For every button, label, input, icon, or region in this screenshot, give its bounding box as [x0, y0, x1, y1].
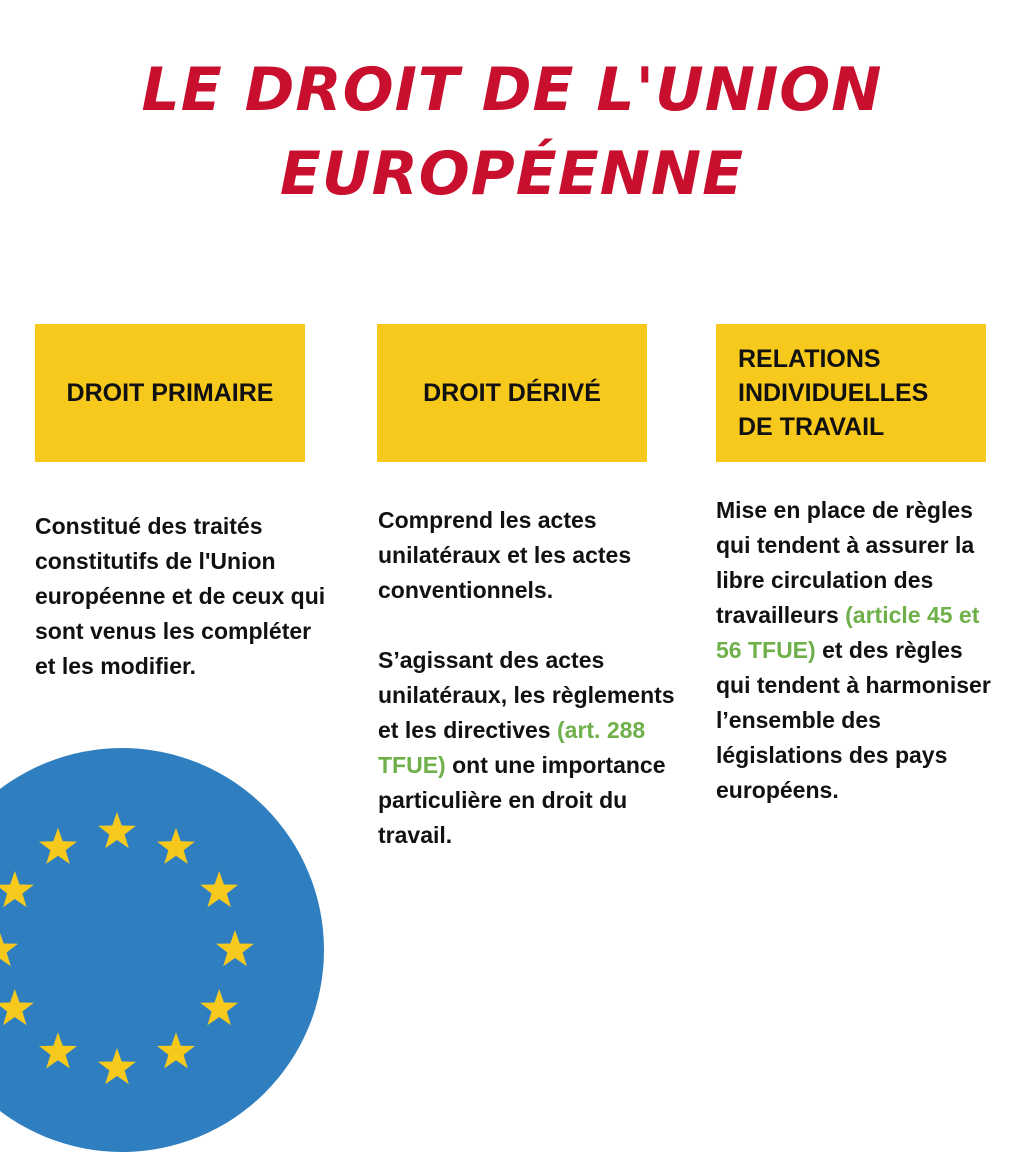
- text-droit-primaire: [35, 509, 335, 684]
- body-droit-primaire: Constitué des traités constitutifs de l'Union européenne et de ceux qui sont venus les compléter et les modifier.: [35, 513, 326, 679]
- eu-flag-icon: [0, 748, 324, 1152]
- heading-relations: [738, 342, 928, 444]
- heading-relations-line-3: DE TRAVAIL: [738, 413, 885, 441]
- title-line-1: LE DROIT DE L'UNION: [141, 55, 883, 125]
- reference-article-45-56: (article 45 et 56 TFUE): [716, 602, 980, 663]
- page-title: [0, 48, 1024, 216]
- body-droit-derive-2-before: S’agissant des actes unilatéraux, les règlements et les directives: [378, 647, 675, 743]
- heading-box-droit-primaire: [35, 324, 305, 462]
- text-droit-derive: [378, 503, 694, 853]
- eu-flag-svg: [0, 748, 324, 1152]
- title-line-2: EUROPÉENNE: [279, 139, 745, 209]
- heading-droit-derive: DROIT DÉRIVÉ: [423, 379, 601, 407]
- heading-box-droit-derive: [377, 324, 647, 462]
- heading-box-relations: [716, 324, 986, 462]
- body-droit-derive-2: [378, 643, 694, 853]
- reference-art-288: (art. 288 TFUE): [378, 717, 646, 778]
- body-relations-after: et des règles qui tendent à harmoniser l’ensemble des législations des pays européens.: [716, 637, 991, 803]
- body-droit-derive-1: Comprend les actes unilatéraux et les actes conventionnels.: [378, 507, 632, 603]
- text-relations: [716, 493, 998, 808]
- flag-circle: [0, 748, 324, 1152]
- heading-relations-line-2: INDIVIDUELLES: [738, 379, 929, 407]
- body-relations-before: Mise en place de règles qui tendent à assurer la libre circulation des travailleurs: [716, 497, 975, 628]
- heading-relations-line-1: RELATIONS: [738, 345, 881, 373]
- body-relations: [716, 493, 998, 808]
- body-droit-derive-2-after: ont une importance particulière en droit du travail.: [378, 752, 666, 848]
- heading-droit-primaire: DROIT PRIMAIRE: [66, 379, 274, 407]
